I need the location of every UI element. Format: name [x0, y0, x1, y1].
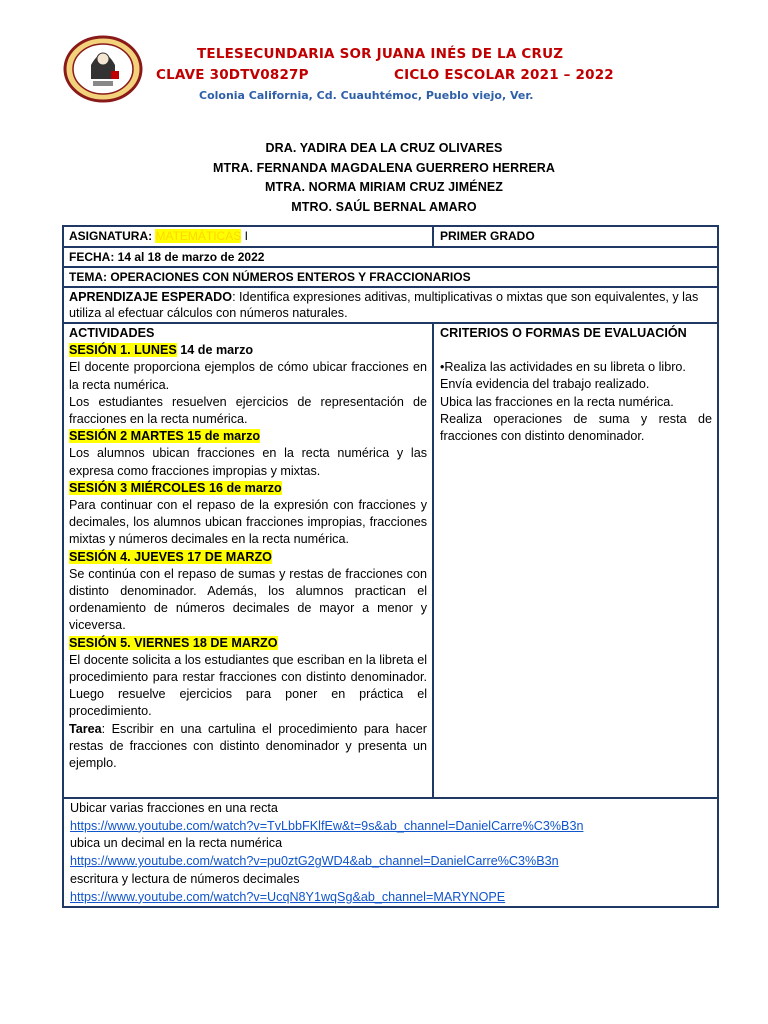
criteria-item: Envía evidencia del trabajo realizado.	[440, 377, 650, 392]
session-title: SESIÓN 5. VIERNES 18 DE MARZO	[69, 635, 278, 650]
resources-row	[64, 799, 717, 906]
activities-header: ACTIVIDADES	[69, 326, 155, 340]
session-title: SESIÓN 3 MIÉRCOLES 16 de marzo	[69, 480, 282, 495]
criteria-cell	[435, 324, 717, 446]
learning-goal-cell	[64, 288, 717, 323]
teacher-name: DRA. YADIRA DEA LA CRUZ OLIVARES	[265, 141, 503, 155]
subject-label: ASIGNATURA:	[69, 229, 153, 243]
school-name: TELESECUNDARIA SOR JUANA INÉS DE LA CRUZ	[197, 46, 564, 62]
school-cycle: CICLO ESCOLAR 2021 – 2022	[394, 67, 614, 83]
session-title: SESIÓN 2 MARTES 15 de marzo	[69, 429, 261, 444]
session-title: SESIÓN 4. JUEVES 17 DE MARZO	[69, 549, 272, 564]
teacher-name: MTRO. SAÚL BERNAL AMARO	[291, 199, 477, 214]
grade-cell: PRIMER GRADO	[440, 229, 535, 243]
resource-link[interactable]: https://www.youtube.com/watch?v=pu0ztG2gWD4&ab_channel=DanielCarre%C3%B3n	[70, 854, 559, 869]
criteria-header: CRITERIOS O FORMAS DE EVALUACIÓN	[440, 326, 687, 340]
criteria-item: •Realiza las actividades en su libreta o libro.	[440, 360, 686, 375]
date-text: FECHA: 14 al 18 de marzo de 2022	[69, 250, 265, 264]
school-seal-logo	[63, 35, 143, 103]
learning-goal-row	[64, 288, 717, 324]
subject-cell	[64, 227, 432, 245]
session-paragraph: Se continúa con el repaso de sumas y restas de fracciones con distinto denominador. Además, los alumnos practican el ordenamiento de números decimales de mayor a menor y viceversa.	[69, 566, 427, 633]
session-paragraph: Para continuar con el repaso de la expresión con fracciones y decimales, los alumnos ubican fracciones impropias, fracciones mixtas y números decimales en la recta numérica.	[69, 498, 427, 547]
learning-goal-text: : Identifica expresiones aditivas, multiplicativas o mixtas que son equivalentes, y las utiliza al efectuar cálculos con números naturales.	[69, 290, 699, 320]
subject-value: MATEMÁTICAS	[155, 229, 242, 243]
criteria-item: Realiza operaciones de suma y resta de fracciones con distinto denominador.	[440, 411, 712, 444]
column-divider	[432, 227, 434, 246]
learning-goal-label: APRENDIZAJE ESPERADO	[69, 290, 233, 304]
teacher-name: MTRA. FERNANDA MAGDALENA GUERRERO HERRERA	[212, 160, 556, 175]
resource-label: Ubicar varias fracciones en una recta	[70, 801, 278, 815]
resources-cell	[64, 799, 717, 907]
resource-link[interactable]: https://www.youtube.com/watch?v=TvLbbFKlfEw&t=9s&ab_channel=DanielCarre%C3%B3n	[70, 818, 584, 833]
activities-cell	[64, 324, 432, 773]
resource-label: ubica un decimal en la recta numérica	[70, 836, 283, 851]
session-paragraph: El docente proporciona ejemplos de cómo ubicar fracciones en la recta numérica.	[69, 360, 427, 392]
session-paragraph: Los estudiantes resuelven ejercicios de representación de fracciones en la recta numérica.	[69, 394, 427, 427]
resource-label: escritura y lectura de números decimales	[70, 871, 300, 886]
date-row	[64, 248, 717, 268]
session-title: SESIÓN 1. LUNES 14 de marzo	[69, 343, 254, 358]
school-clave: CLAVE 30DTV0827P	[156, 67, 309, 83]
topic-text: TEMA: OPERACIONES CON NÚMEROS ENTEROS Y FRACCIONARIOS	[69, 270, 471, 284]
session-paragraph: Los alumnos ubican fracciones en la recta numérica y las expresa como fracciones impropias y mixtas.	[69, 446, 427, 478]
column-divider	[432, 324, 434, 797]
subject-row	[64, 227, 717, 248]
session-paragraph: El docente solicita a los estudiantes que escriban en la libreta el procedimiento para restar fracciones con distinto denominador. Luego resuelve ejercicios para poner en práctica el procedimiento.	[69, 652, 427, 719]
lesson-plan-table	[62, 225, 719, 908]
homework-text: Tarea: Escribir en una cartulina el procedimiento para hacer restas de fracciones con distinto denominador y presenta un ejemplo.	[69, 721, 427, 771]
resource-link[interactable]: https://www.youtube.com/watch?v=UcqN8Y1wqSg&ab_channel=MARYNOPE	[70, 889, 506, 904]
topic-row	[64, 268, 717, 288]
teacher-list	[0, 139, 768, 217]
teacher-name: MTRA. NORMA MIRIAM CRUZ JIMÉNEZ	[264, 180, 504, 194]
subject-suffix: I	[244, 229, 248, 243]
criteria-item: Ubica las fracciones en la recta numérica.	[440, 394, 674, 409]
activities-row	[64, 324, 717, 799]
school-address: Colonia California, Cd. Cuauhtémoc, Pueblo viejo, Ver.	[199, 89, 534, 102]
